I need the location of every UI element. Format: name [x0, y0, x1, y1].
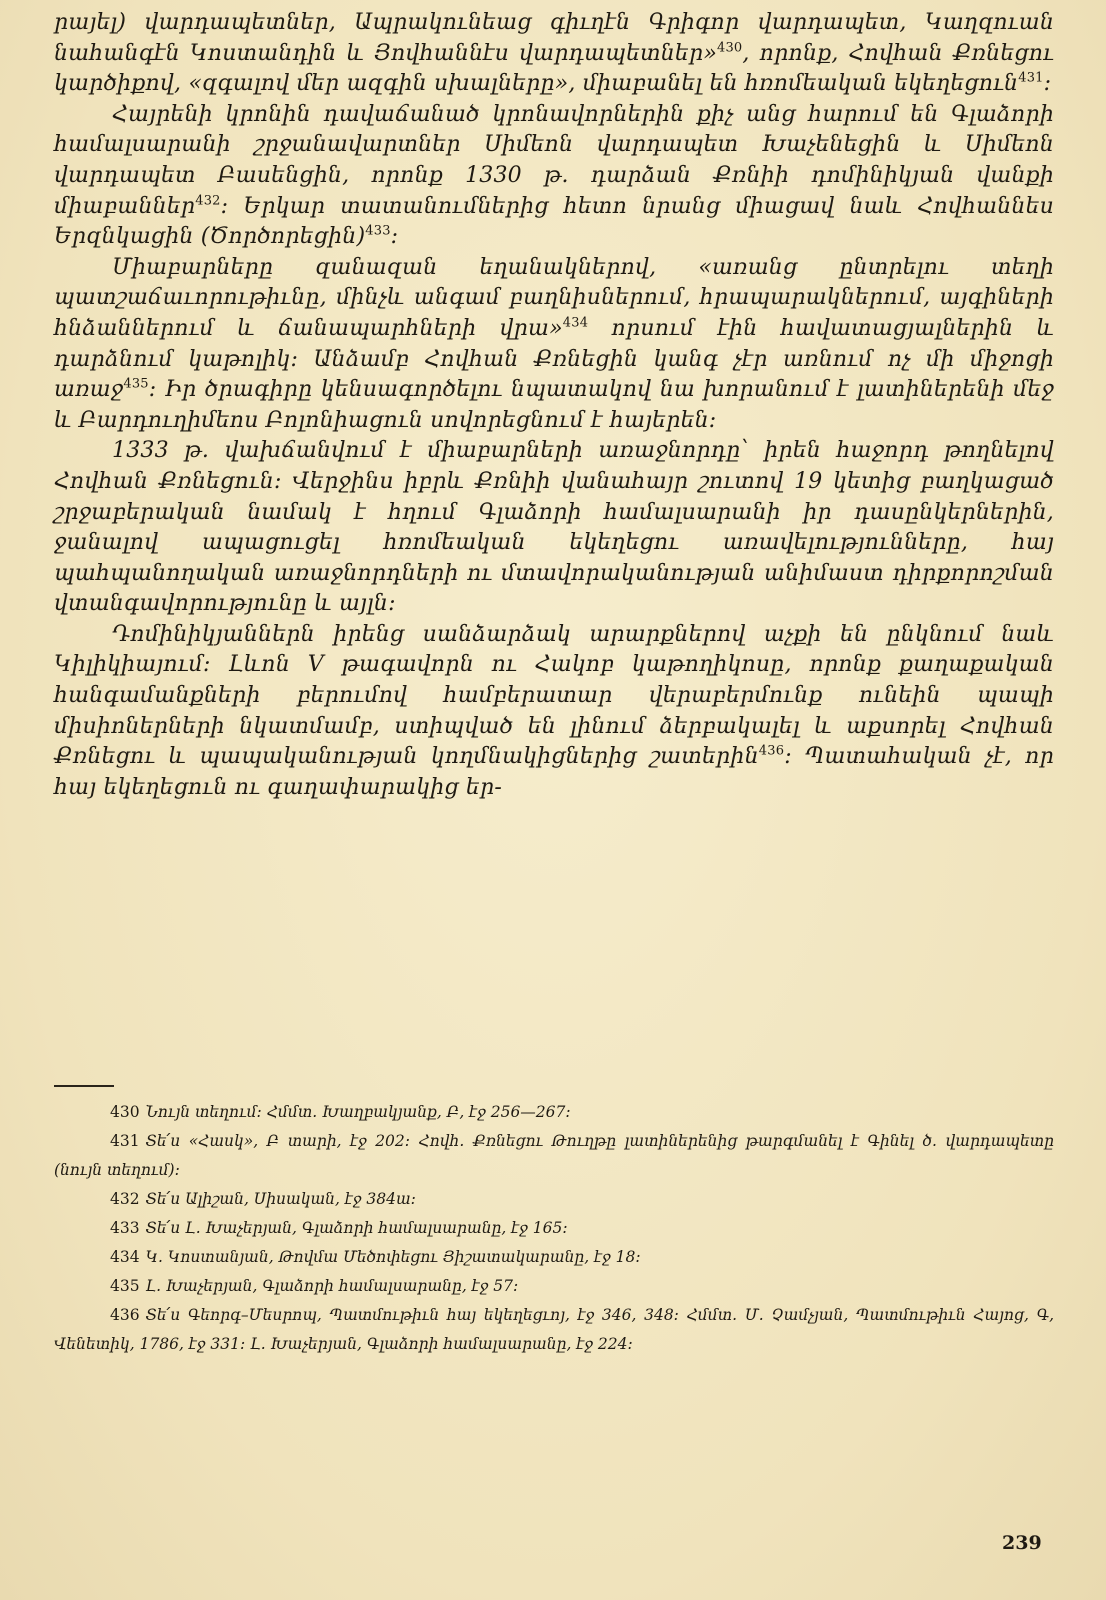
paragraph-text: ։ Երկար տատանումներից հետո նրանց միացավ նաև Հովհաննես Երզնկացին (Ծործորեցին): [54, 193, 1054, 250]
footnote-number: 433: [110, 1219, 140, 1237]
paragraph-text: 1333 թ. վախճանվում է միաբարների առաջնորդը՝ իրեն հաջորդ թողնելով Հովհան Քռնեցուն։ Վերջինս իբրև Քռնիի վանահայր շուտով 19 կետից բաղկացած շրջաբերական նամակ է հղում Գլաձորի համալսարանի իր դասընկերներին, ջանալով ապացուցել հռոմեական եկեղեցու առավելությունները, հայ պահպանողական առաջնորդների ու մտավորականության անիմաստ դիրքորոշման վտանգավորությունը և այլն։: [54, 438, 1054, 617]
footnote-text: Տե՛ս «Հասկ», Բ տարի, էջ 202։ Հովհ. Քռնեցու Թուղթը լատիներենից թարգմանել է Գինել ծ. վարդապետը (նույն տեղում)։: [54, 1132, 1054, 1179]
paragraph-text: Հայրենի կրոնին դավաճանած կրոնավորներին քիչ անց հարում են Գլաձորի համալսարանի շրջանավարտներ Սիմեոն վարդապետ Խաչենեցին և Սիմեոն վարդապետ Բասենցին, որոնք 1330 թ. դարձան Քռնիի դոմինիկյան վանքի միաբաններ: [54, 101, 1054, 219]
paragraph-text: րայել) վարդապետներ, Ապրակունեաց գիւղէն Գրիգոր վարդապետ, Կաղզուան նահանգէն Կոստանդին և Յովհաննէս վարդապետներ»: [54, 10, 1054, 66]
paragraph-text: Միաբարները զանազան եղանակներով, «առանց ընտրելու տեղի պատշաճաւորութիւնը, մինչև անգամ բաղնիսներում, հրապարակներում, այգիների հնձաններում և ճանապարհների վրա»: [54, 254, 1054, 341]
footnote-text: Կ. Կոստանյան, Թովմա Մեծոփեցու Յիշատակարանը, էջ 18։: [145, 1248, 641, 1266]
body-paragraph: [54, 253, 1054, 437]
body-paragraph: [54, 620, 1054, 804]
paragraph-text: Դոմինիկյաններն իրենց սանձարձակ արարքներով աչքի են ընկնում նաև Կիլիկիայում։ Լևոն V թագավորն ու Հակոբ կաթողիկոսը, որոնք քաղաքական հանգամանքների բերումով համբերատար վերաբերմունք ունեին պապի միսիոներների նկատմամբ, ստիպված են լինում ձերբակալել և աքսորել Հովհան Քռնեցու և պապականության կողմնակիցներից շատերին: [54, 621, 1054, 770]
footnote-number: 436: [110, 1306, 140, 1324]
footnote-reference: 436: [758, 743, 785, 759]
footnote: [54, 1127, 1054, 1185]
footnote: [54, 1272, 1054, 1301]
paragraph-text: որսում էին հավատացյալներին և դարձնում կաթոլիկ։ Անձամբ Հովհան Քռնեցին կանգ չէր առնում ոչ մի միջոցի առաջ: [54, 315, 1054, 403]
paragraph-text: ։ Իր ծրագիրը կենսագործելու նպատակով նա խորանում է լատիներենի մեջ և Բարդուղիմեոս Բոլոնիացուն սովորեցնում է հայերեն։: [54, 377, 1054, 433]
footnote: [54, 1185, 1054, 1214]
body-text: [54, 8, 1054, 803]
footnote-reference: 434: [562, 315, 589, 331]
footnote-number: 435: [110, 1277, 140, 1295]
body-paragraph: [54, 436, 1054, 620]
footnote-text: Տե՛ս Լ. Խաչերյան, Գլաձորի համալսարանը, էջ 165։: [145, 1219, 568, 1237]
paragraph-text: , որոնք, Հովհան Քռնեցու կարծիքով, «զգալով մեր ազգին սխալները», միաբանել են հռոմեական եկեղեցուն: [54, 40, 1055, 97]
footnotes: [54, 1098, 1054, 1359]
body-paragraph: [54, 8, 1054, 100]
paragraph-text: ։: [1043, 71, 1052, 97]
footnote-number: 431: [110, 1132, 140, 1150]
footnote-text: Տե՛ս Գեորգ–Մեսրոպ, Պատմութիւն հայ եկեղեցւոյ, էջ 346, 348։ Հմմտ. Մ. Չամչյան, Պատմութիւն Հայոց, Գ, Վենետիկ, 1786, էջ 331։ Լ. Խաչերյան, Գլաձորի համալսարանը, էջ 224։: [54, 1306, 1054, 1353]
paragraph-text: ։: [390, 224, 399, 250]
footnote-number: 434: [110, 1248, 140, 1266]
footnote-number: 432: [110, 1190, 140, 1208]
footnote-text: Նույն տեղում։ Հմմտ. Խաղբակյանք, Բ, էջ 256—267։: [145, 1103, 571, 1121]
footnote-reference: 433: [365, 223, 391, 239]
page-number: 239: [1002, 1532, 1042, 1554]
footnote-reference: 435: [123, 376, 149, 392]
footnote-text: Տե՛ս Ալիշան, Սիսական, էջ 384ա։: [145, 1190, 416, 1208]
footnote: [54, 1214, 1054, 1243]
body-paragraph: [54, 100, 1054, 253]
footnote-text: Լ. Խաչերյան, Գլաձորի համալսարանը, էջ 57։: [145, 1277, 519, 1295]
footnote-reference: 430: [716, 40, 743, 56]
footnote-reference: 431: [1018, 70, 1044, 86]
footnote: [54, 1301, 1054, 1359]
paragraph-text: ։ Պատահական չէ, որ հայ եկեղեցուն ու գաղափարակից եր-: [54, 744, 1054, 800]
footnote: [54, 1098, 1054, 1127]
footnote: [54, 1243, 1054, 1272]
footnote-reference: 432: [195, 193, 221, 209]
footnote-separator: [54, 1085, 114, 1087]
footnote-number: 430: [110, 1103, 140, 1121]
